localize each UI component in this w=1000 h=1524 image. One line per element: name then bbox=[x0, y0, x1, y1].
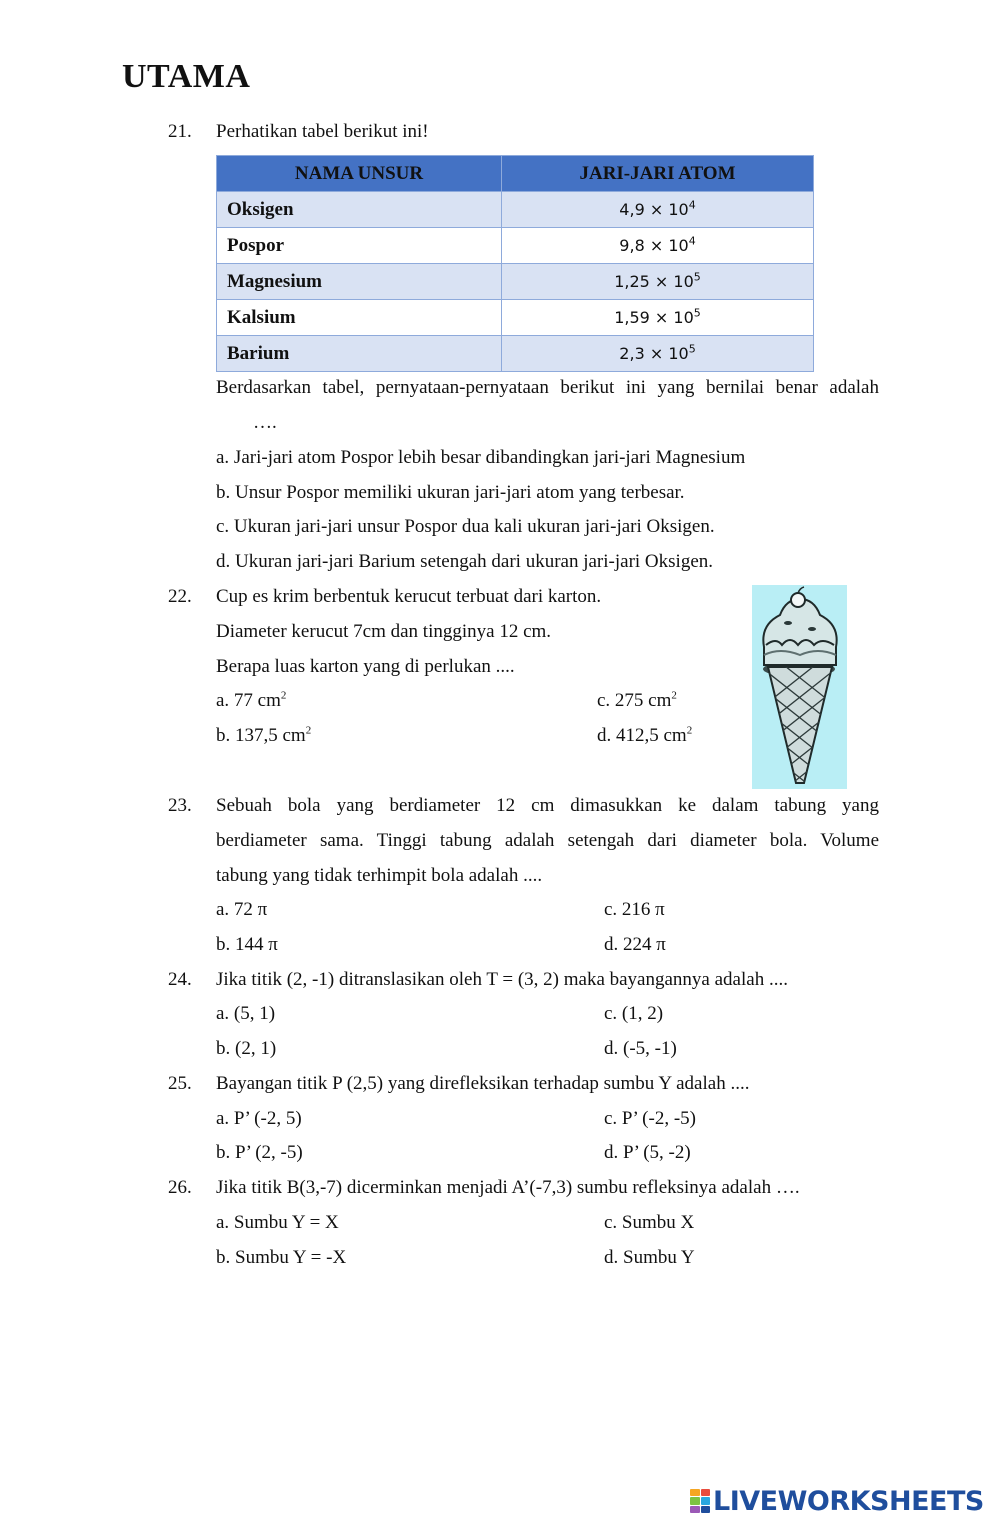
question-24-option-b[interactable]: b. (2, 1) bbox=[216, 1038, 277, 1059]
liveworksheets-wordmark: LIVEWORKSHEETS bbox=[713, 1485, 984, 1517]
question-21-option-b[interactable]: b. Unsur Pospor memiliki ukuran jari-jari atom yang terbesar. bbox=[216, 482, 685, 503]
question-21-number: 21. bbox=[168, 121, 192, 142]
question-22-option-b[interactable]: b. 137,5 $cm^2$ bbox=[216, 724, 312, 746]
question-25-number: 25. bbox=[168, 1073, 192, 1094]
question-25-option-c[interactable]: c. P’ (-2, -5) bbox=[604, 1108, 696, 1129]
question-26-option-a[interactable]: a. Sumbu Y = X bbox=[216, 1212, 339, 1233]
question-23-option-d[interactable]: d. 224 π bbox=[604, 934, 666, 955]
question-25-option-b[interactable]: b. P’ (2, -5) bbox=[216, 1142, 303, 1163]
table-header-atomic-radius: JARI-JARI ATOM bbox=[502, 156, 814, 192]
question-21-stem-ellipsis: …. bbox=[253, 412, 277, 433]
question-22-line-3: Berapa luas karton yang di perlukan .... bbox=[216, 656, 515, 677]
atomic-radius-value: $9,8 \times 10^4$ bbox=[502, 228, 814, 264]
table-row bbox=[217, 192, 814, 228]
question-24-option-c[interactable]: c. (1, 2) bbox=[604, 1003, 664, 1024]
question-23-line-2: berdiameter sama. Tinggi tabung adalah setengah dari diameter bola. Volume bbox=[216, 830, 879, 851]
question-26-line-1: Jika titik B(3,-7) dicerminkan menjadi A’(-7,3) sumbu refleksinya adalah …. bbox=[216, 1177, 800, 1198]
question-22-number: 22. bbox=[168, 586, 192, 607]
question-21-stem: Berdasarkan tabel, pernyataan-pernyataan berikut ini yang bernilai benar adalah bbox=[216, 377, 879, 398]
question-25-option-d[interactable]: d. P’ (5, -2) bbox=[604, 1142, 691, 1163]
question-23-line-1: Sebuah bola yang berdiameter 12 cm dimasukkan ke dalam tabung yang bbox=[216, 795, 879, 816]
element-name: Barium bbox=[217, 336, 502, 372]
question-25-line-1: Bayangan titik P (2,5) yang direfleksikan terhadap sumbu Y adalah .... bbox=[216, 1073, 750, 1094]
question-24-line-1: Jika titik (2, -1) ditranslasikan oleh T = (3, 2) maka bayangannya adalah .... bbox=[216, 969, 788, 990]
question-22-option-a[interactable]: a. 77 $cm^2$ bbox=[216, 689, 287, 711]
table-row bbox=[217, 264, 814, 300]
question-23-option-c[interactable]: c. 216 π bbox=[604, 899, 665, 920]
element-name: Kalsium bbox=[217, 300, 502, 336]
question-21-option-a[interactable]: a. Jari-jari atom Pospor lebih besar dibandingkan jari-jari Magnesium bbox=[216, 447, 746, 468]
page-title: UTAMA bbox=[122, 58, 251, 95]
atomic-radius-value: $2,3 \times 10^5$ bbox=[502, 336, 814, 372]
question-21-option-d[interactable]: d. Ukuran jari-jari Barium setengah dari ukuran jari-jari Oksigen. bbox=[216, 551, 713, 572]
table-row bbox=[217, 228, 814, 264]
element-name: Magnesium bbox=[217, 264, 502, 300]
question-24-number: 24. bbox=[168, 969, 192, 990]
liveworksheets-logo-icon bbox=[690, 1489, 710, 1513]
ice-cream-cone-icon bbox=[752, 585, 847, 789]
question-22-line-1: Cup es krim berbentuk kerucut terbuat dari karton. bbox=[216, 586, 602, 607]
table-header-element-name: NAMA UNSUR bbox=[217, 156, 502, 192]
table-header-row bbox=[217, 156, 814, 192]
question-25-option-a[interactable]: a. P’ (-2, 5) bbox=[216, 1108, 302, 1129]
atomic-radius-value: $1,59 \times 10^5$ bbox=[502, 300, 814, 336]
question-22-line-2: Diameter kerucut 7cm dan tingginya 12 cm. bbox=[216, 621, 552, 642]
question-23-number: 23. bbox=[168, 795, 192, 816]
atomic-radius-table bbox=[216, 155, 814, 372]
question-24-option-d[interactable]: d. (-5, -1) bbox=[604, 1038, 677, 1059]
element-name: Pospor bbox=[217, 228, 502, 264]
atomic-radius-value: $4,9 \times 10^4$ bbox=[502, 192, 814, 228]
question-24-option-a[interactable]: a. (5, 1) bbox=[216, 1003, 276, 1024]
question-23-line-3: tabung yang tidak terhimpit bola adalah .... bbox=[216, 865, 543, 886]
question-22-option-d[interactable]: d. 412,5 $cm^2$ bbox=[597, 724, 693, 746]
question-26-option-d[interactable]: d. Sumbu Y bbox=[604, 1247, 695, 1268]
liveworksheets-logo bbox=[690, 1484, 984, 1518]
question-26-option-b[interactable]: b. Sumbu Y = -X bbox=[216, 1247, 347, 1268]
question-26-number: 26. bbox=[168, 1177, 192, 1198]
question-26-option-c[interactable]: c. Sumbu X bbox=[604, 1212, 695, 1233]
question-21-prompt: Perhatikan tabel berikut ini! bbox=[216, 121, 429, 142]
table-row bbox=[217, 336, 814, 372]
element-name: Oksigen bbox=[217, 192, 502, 228]
question-21-option-c[interactable]: c. Ukuran jari-jari unsur Pospor dua kali ukuran jari-jari Oksigen. bbox=[216, 516, 715, 537]
table-row bbox=[217, 300, 814, 336]
question-22-option-c[interactable]: c. 275 $cm^2$ bbox=[597, 689, 677, 711]
question-23-option-a[interactable]: a. 72 π bbox=[216, 899, 268, 920]
atomic-radius-value: $1,25 \times 10^5$ bbox=[502, 264, 814, 300]
question-23-option-b[interactable]: b. 144 π bbox=[216, 934, 278, 955]
